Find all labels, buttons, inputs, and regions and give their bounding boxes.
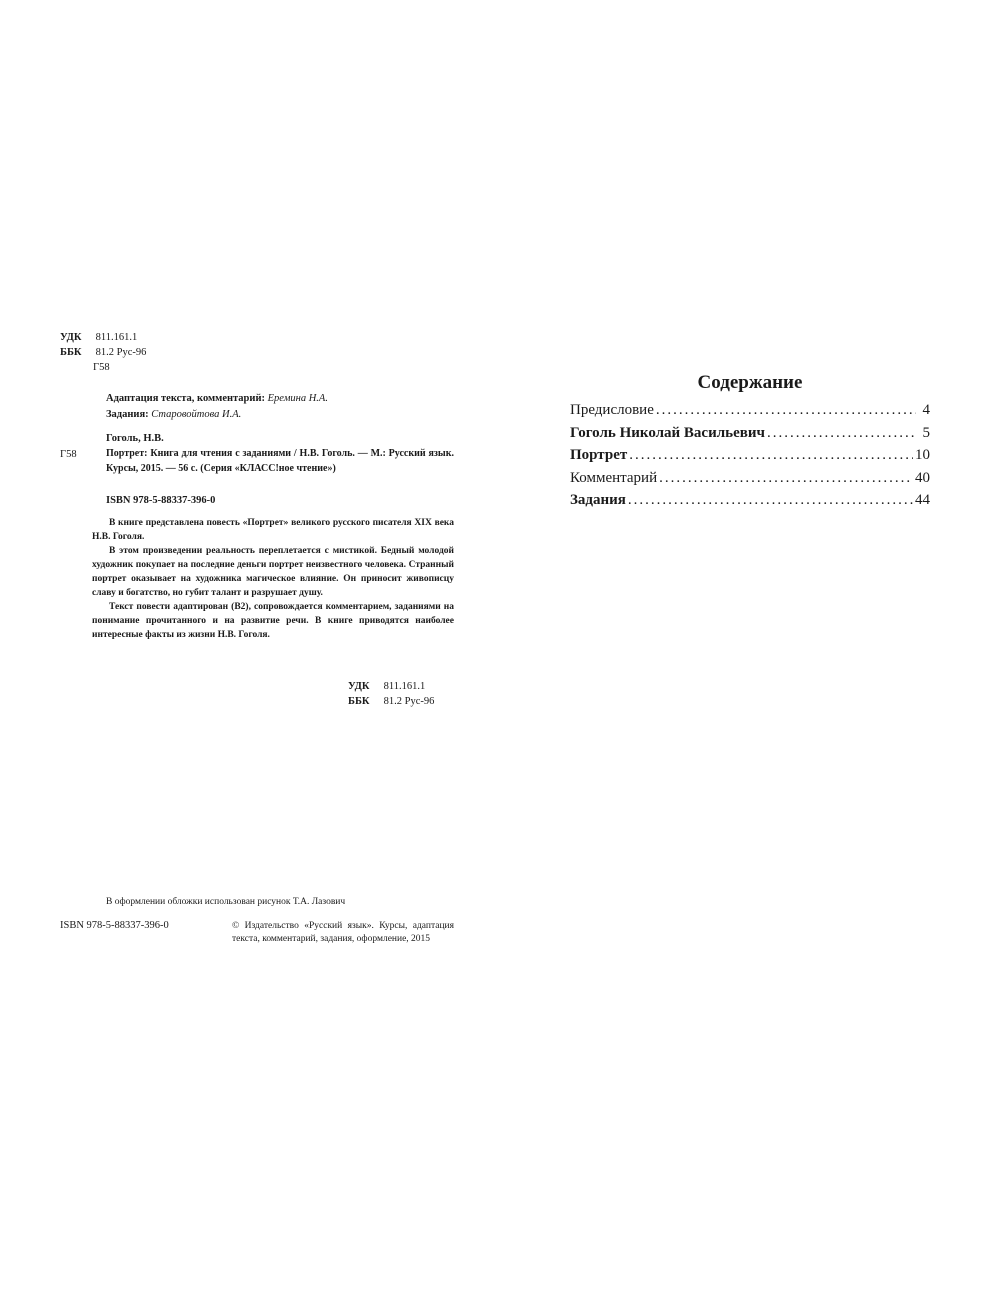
udk-label: УДК bbox=[348, 681, 370, 692]
toc-item-commentary[interactable] bbox=[570, 467, 930, 490]
toc-item-page: 5 bbox=[922, 424, 930, 441]
bbk-label: ББК bbox=[348, 696, 370, 707]
udk-value: 811.161.1 bbox=[95, 332, 138, 343]
adaptation-label: Адаптация текста, комментарий: bbox=[106, 393, 265, 404]
toc-item-label: Портрет bbox=[570, 447, 628, 463]
adaptation-name: Еремина Н.А. bbox=[267, 393, 328, 404]
bbk-line-bottom bbox=[348, 694, 434, 709]
adaptation-credit bbox=[106, 391, 328, 406]
toc-item-label: Предисловие bbox=[570, 402, 654, 418]
bib-author-sign: Г58 bbox=[60, 449, 77, 460]
udk-line-top bbox=[60, 330, 137, 345]
toc-item-preface[interactable] bbox=[570, 399, 930, 422]
cover-note: В оформлении обложки использован рисунок Т.А. Лазович bbox=[106, 897, 346, 907]
table-of-contents bbox=[570, 399, 930, 512]
tasks-name: Старовойтова И.А. bbox=[151, 409, 242, 420]
toc-item-tasks[interactable] bbox=[570, 489, 930, 512]
bib-author: Гоголь, Н.В. bbox=[106, 433, 164, 444]
bib-isbn: ISBN 978-5-88337-396-0 bbox=[106, 495, 216, 506]
toc-item-page: 10 bbox=[915, 447, 930, 463]
udk-value: 811.161.1 bbox=[383, 681, 426, 692]
annotation-paragraph: В этом произведении реальность переплетается с мистикой. Бедный молодой художник покупает на последние деньги портрет неизвестного человека. Странный портрет оказывает на художника магическое влияние. Он приносит живописцу славу и богатство, но губит талант и разрушает душу. bbox=[92, 546, 454, 598]
toc-item-page: 4 bbox=[922, 402, 930, 418]
annotation-paragraph: В книге представлена повесть «Портрет» великого русского писателя XIX века Н.В. Гоголя. bbox=[92, 518, 454, 542]
toc-leader bbox=[767, 422, 916, 445]
toc-item-portrait[interactable] bbox=[570, 444, 930, 467]
bib-description: Портрет: Книга для чтения с заданиями / Н.В. Гоголь. — М.: Русский язык. Курсы, 2015. — 56 с. (Серия «КЛАСС!ное чтение») bbox=[106, 448, 454, 474]
udk-label: УДК bbox=[60, 332, 82, 343]
toc-item-label: Гоголь Николай Васильевич bbox=[570, 424, 765, 441]
udk-line-bottom bbox=[348, 679, 425, 694]
tasks-label: Задания: bbox=[106, 409, 149, 420]
annotation-paragraph: Текст повести адаптирован (В2), сопровождается комментарием, заданиями на понимание прочитанного и на развитие речи. В книге приводятся наиболее интересные факты из жизни Н.В. Гоголя. bbox=[92, 602, 454, 640]
isbn-bottom: ISBN 978-5-88337-396-0 bbox=[60, 920, 169, 931]
toc-item-gogol[interactable] bbox=[570, 422, 930, 445]
toc-item-label: Задания bbox=[570, 492, 626, 508]
bbk-value: 81.2 Рус-96 bbox=[95, 347, 147, 358]
copyright-notice: © Издательство «Русский язык». Курсы, адаптация текста, комментарий, задания, оформление, 2015 bbox=[232, 921, 454, 944]
bbk-label: ББК bbox=[60, 347, 82, 358]
toc-title: Содержание bbox=[697, 372, 803, 393]
toc-leader bbox=[659, 467, 913, 490]
annotation bbox=[92, 516, 454, 642]
tasks-credit bbox=[106, 407, 241, 422]
toc-leader bbox=[656, 399, 916, 422]
toc-leader bbox=[628, 489, 913, 512]
bbk-line-top bbox=[60, 345, 146, 360]
toc-item-page: 40 bbox=[915, 469, 930, 486]
toc-leader bbox=[629, 444, 913, 467]
author-sign-top: Г58 bbox=[93, 362, 110, 373]
bbk-value: 81.2 Рус-96 bbox=[383, 696, 435, 707]
toc-item-label: Комментарий bbox=[570, 469, 658, 486]
toc-item-page: 44 bbox=[915, 492, 930, 508]
